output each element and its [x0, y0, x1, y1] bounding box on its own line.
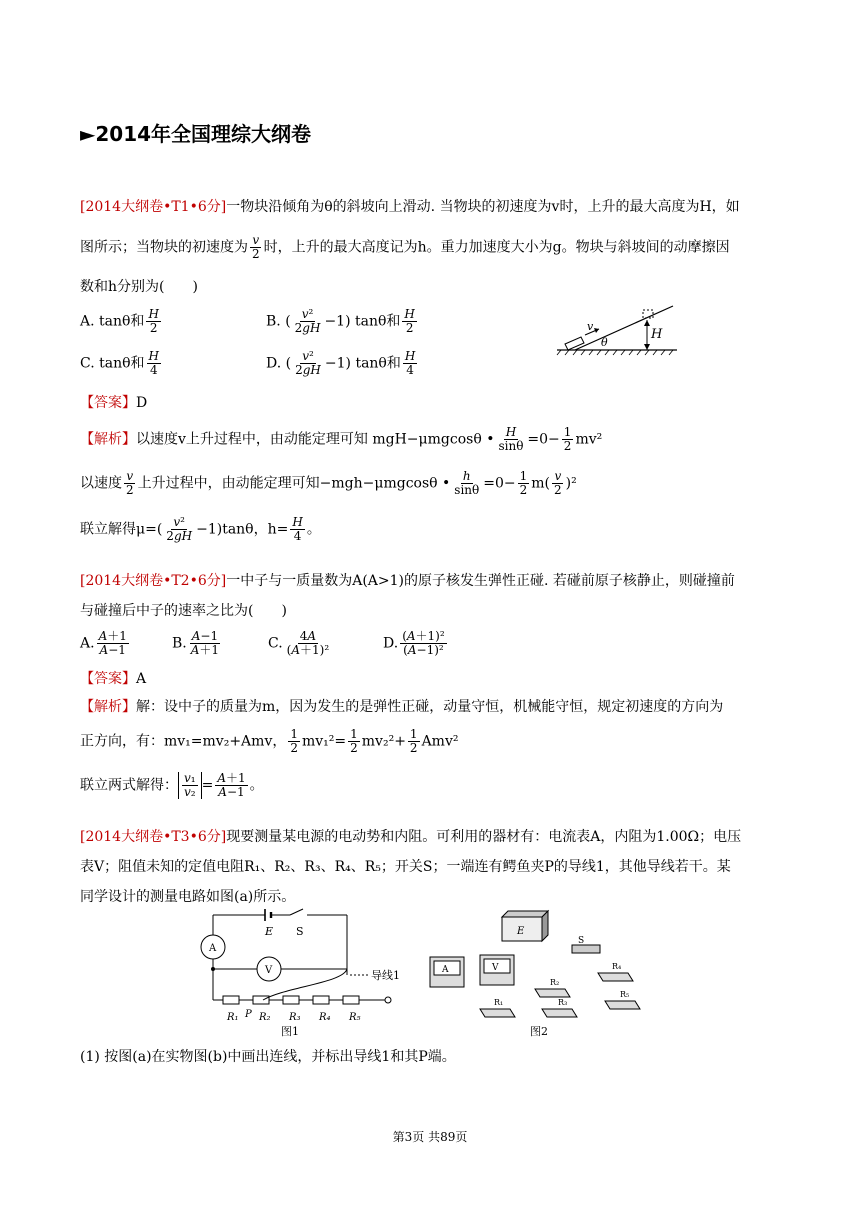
incline-figure [555, 300, 680, 356]
q3-line2: 表V；阻值未知的定值电阻R₁、R₂、R₃、R₄、R₅；开关S；一端连有鳄鱼夹P的导线1，其他导线若干。某 [80, 859, 731, 875]
q1-line3: 数和h分别为( ) [80, 279, 198, 295]
q1-analysis-line3: 联立解得μ=( $\frac{\text{v²}}{2gH}$ −1)tanθ，h= $\frac{H}{4}$ 。 [80, 515, 321, 543]
q1-line2: 图所示；当物块的初速度为 $\frac{v}{2}$ 时，上升的最大高度记为h。重力加速度大小为g。物块与斜坡间的动摩擦因 [80, 233, 730, 261]
q1-option-b: B. ( $\frac{\text{v²}}{2gH}$ −1) tanθ和 $\frac{H}{2}$ [266, 307, 415, 335]
q1-option-c: C. tanθ和 $\frac{H}{4}$ [80, 349, 159, 377]
svg-text:图2: 图2 [530, 1025, 548, 1038]
svg-text:R₃: R₃ [289, 1012, 301, 1023]
svg-text:V: V [492, 963, 499, 973]
q3-line3: 同学设计的测量电路如图(a)所示。 [80, 889, 296, 905]
q2-analysis-line2: 正方向，有：mv₁=mv₂+Amv， $\frac{1}{2}$ mv₁²= $\frac{1}{2}$ mv₂²+ $\frac{1}{2}$ Amv² [80, 727, 459, 755]
page-footer: 第3页 共89页 [392, 1130, 468, 1144]
q2-option-d: D. $\frac{\text{(A＋1)²}}{\text{(A−1)²}}$ [383, 629, 445, 657]
circuit-diagram-figure1 [195, 905, 405, 1040]
q2-line1: [2014大纲卷•T2•6分]一中子与一质量数为A(A>1)的原子核发生弹性正碰. 若碰前原子核静止，则碰撞前 [80, 573, 735, 589]
apparatus-figure2 [420, 905, 670, 1040]
svg-text:R₂: R₂ [550, 978, 560, 987]
fraction: $\frac{v}{2}$ [252, 233, 260, 261]
q2-line2: 与碰撞后中子的速率之比为( ) [80, 603, 287, 619]
svg-text:R₃: R₃ [558, 998, 568, 1007]
q2-option-a: A. $\frac{A+1}{A-1}$ [80, 629, 127, 657]
q1-analysis-line1: 【解析】以速度v上升过程中，由动能定理可知 mgH−μmgcosθ • $\frac{H}{\sin\theta}$ =0− $\frac{1}{2}$ mv² [80, 425, 603, 453]
svg-text:图1: 图1 [281, 1025, 299, 1038]
q3-tag: [2014大纲卷•T3•6分] [80, 829, 227, 845]
svg-text:V: V [265, 965, 273, 976]
q1-option-a: A. tanθ和 $\frac{H}{2}$ [80, 307, 159, 335]
section-title: ►2014年全国理综大纲卷 [80, 122, 312, 146]
svg-text:R₅: R₅ [349, 1012, 361, 1023]
q2-analysis-line3: 联立两式解得： $\frac{\text{v₁}}{\text{v₂}}$ = $\frac{A+1}{A-1}$ 。 [80, 771, 264, 799]
q1-analysis-line2: 以速度 $\frac{v}{2}$ 上升过程中，由动能定理可知−mgh−μmgcosθ • $\frac{h}{\sin\theta}$ =0− $\frac{1}{2}$ m( $\frac{v}{2}$ )² [80, 469, 577, 497]
svg-text:R₄: R₄ [612, 962, 622, 971]
svg-text:R₅: R₅ [620, 990, 630, 999]
svg-text:导线1: 导线1 [371, 969, 400, 982]
svg-text:R₄: R₄ [319, 1012, 331, 1023]
svg-text:S: S [296, 925, 304, 938]
svg-text:S: S [578, 936, 585, 946]
svg-text:A: A [209, 943, 217, 954]
q1-tag: [2014大纲卷•T1•6分] [80, 199, 227, 215]
svg-text:R₂: R₂ [259, 1012, 271, 1023]
q2-option-c: C. $\frac{4A}{\text{(A＋1)²}}$ [268, 629, 330, 657]
svg-text:θ: θ [601, 336, 608, 349]
q2-answer: 【答案】A [80, 671, 147, 687]
svg-text:v: v [587, 320, 594, 333]
svg-text:E: E [265, 925, 274, 938]
svg-text:A: A [442, 965, 449, 975]
q1-answer: 【答案】D [80, 395, 148, 411]
q2-option-b: B. $\frac{A-1}{A+1}$ [172, 629, 220, 657]
svg-text:P: P [245, 1009, 252, 1020]
q2-analysis-line1: 【解析】解：设中子的质量为m，因为发生的是弹性正碰，动量守恒，机械能守恒，规定初速度的方向为 [80, 699, 724, 715]
svg-text:E: E [517, 926, 525, 937]
svg-text:R₁: R₁ [494, 998, 504, 1007]
q3-line1: [2014大纲卷•T3•6分]现要测量某电源的电动势和内阻。可利用的器材有：电流表A，内阻为1.00Ω；电压 [80, 829, 742, 845]
q1-option-d: D. ( $\frac{\text{v²}}{2gH}$ −1) tanθ和 $\frac{H}{4}$ [266, 349, 416, 377]
svg-text:H: H [651, 327, 663, 342]
q1-line1: [2014大纲卷•T1•6分]一物块沿倾角为θ的斜坡向上滑动. 当物块的初速度为v时，上升的最大高度为H，如 [80, 199, 740, 215]
q3-sub1: (1) 按图(a)在实物图(b)中画出连线，并标出导线1和其P端。 [80, 1049, 456, 1065]
q2-tag: [2014大纲卷•T2•6分] [80, 573, 227, 589]
svg-text:R₁: R₁ [227, 1012, 239, 1023]
